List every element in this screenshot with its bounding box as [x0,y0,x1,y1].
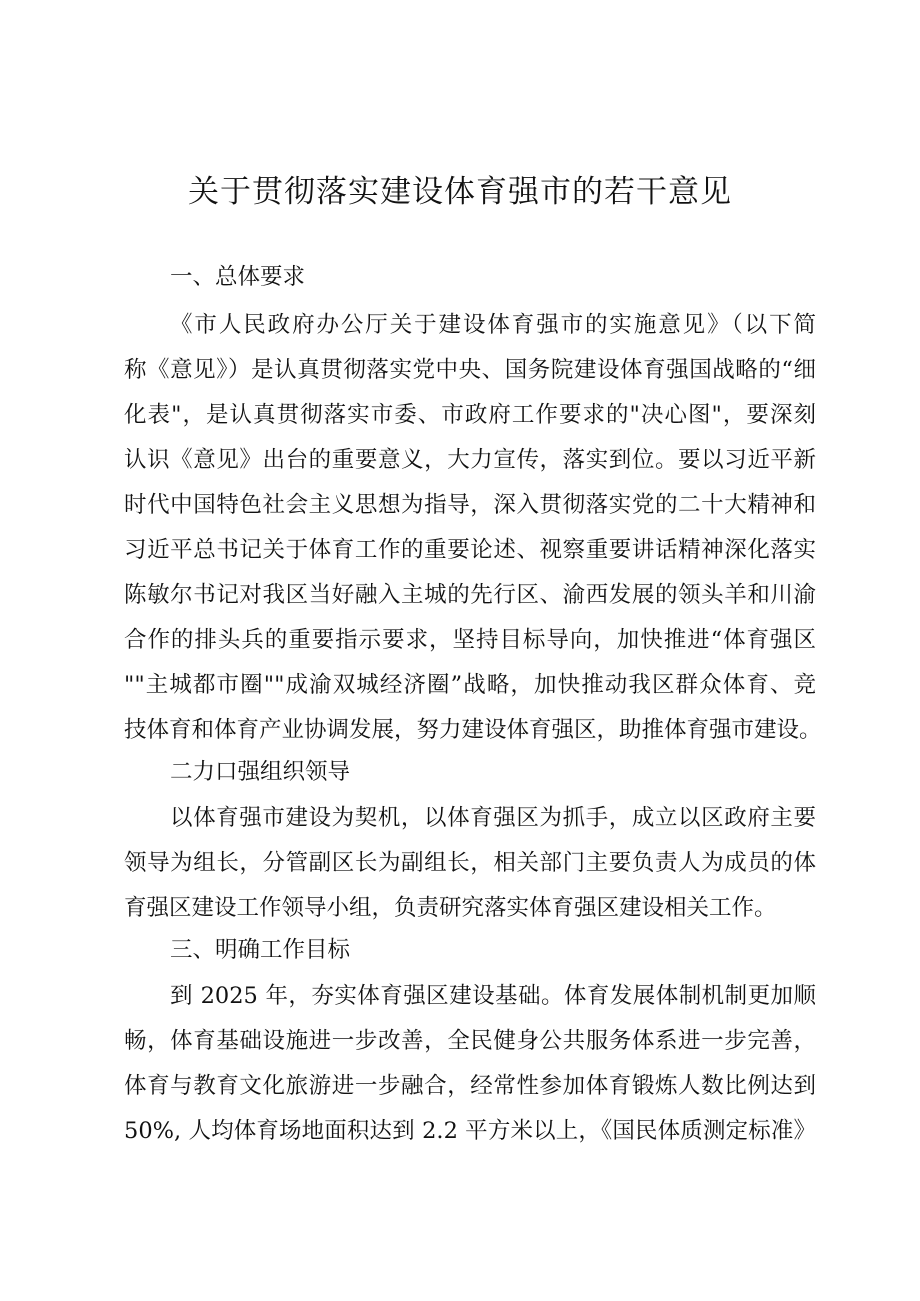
paragraph-line: 到 2025 年，夯实体育强区建设基础。体育发展体制机制更加顺 [170,983,816,1009]
paragraph-line: 育强区建设工作领导小组，负责研究落实体育强区建设相关工作。 [124,895,777,921]
paragraph-line: 化表"，是认真贯彻落实市委、市政府工作要求的"决心图"，要深刻 [124,402,816,428]
paragraph-line: ""主城都市圈""成渝双城经济圈”战略，加快推动我区群众体育、竞 [124,672,816,698]
paragraph-line: 《市人民政府办公厅关于建设体育强市的实施意见》（以下简 [170,312,816,338]
document-title: 关于贯彻落实建设体育强市的若干意见 [188,174,732,210]
paragraph-line: 体育与教育文化旅游进一步融合，经常性参加体育锻炼人数比例达到 [124,1073,816,1099]
paragraph-line: 陈敏尔书记对我区当好融入主城的先行区、渝西发展的领头羊和川渝 [124,582,816,608]
paragraph-line: 时代中国特色社会主义思想为指导，深入贯彻落实党的二十大精神和 [124,492,816,518]
paragraph-line: 以体育强市建设为契机，以体育强区为抓手，成立以区政府主要 [170,805,816,831]
paragraph-line: 领导为组长，分管副区长为副组长，相关部门主要负责人为成员的体 [124,850,816,876]
paragraph-line: 合作的排头兵的重要指示要求，坚持目标导向，加快推进“体育强区 [124,627,816,653]
paragraph-line: 认识《意见》出台的重要意义，大力宣传，落实到位。要以习近平新 [124,447,816,473]
section-heading-work-goals: 三、明确工作目标 [170,937,351,963]
paragraph-line: 畅，体育基础设施进一步改善，全民健身公共服务体系进一步完善， [124,1028,816,1054]
paragraph-line: 技体育和体育产业协调发展，努力建设体育强区，助推体育强市建设。 [124,717,822,743]
section-heading-general-requirements: 一、总体要求 [170,264,306,290]
paragraph-line: 50%, 人均体育场地面积达到 2.2 平方米以上，《国民体质测定标准》 [124,1118,816,1144]
paragraph-line: 称《意见》）是认真贯彻落实党中央、国务院建设体育强国战略的“细 [124,357,816,383]
section-heading-organization-leadership: 二力口强组织领导 [170,759,351,785]
paragraph-line: 习近平总书记关于体育工作的重要论述、视察重要讲话精神深化落实 [124,537,816,563]
